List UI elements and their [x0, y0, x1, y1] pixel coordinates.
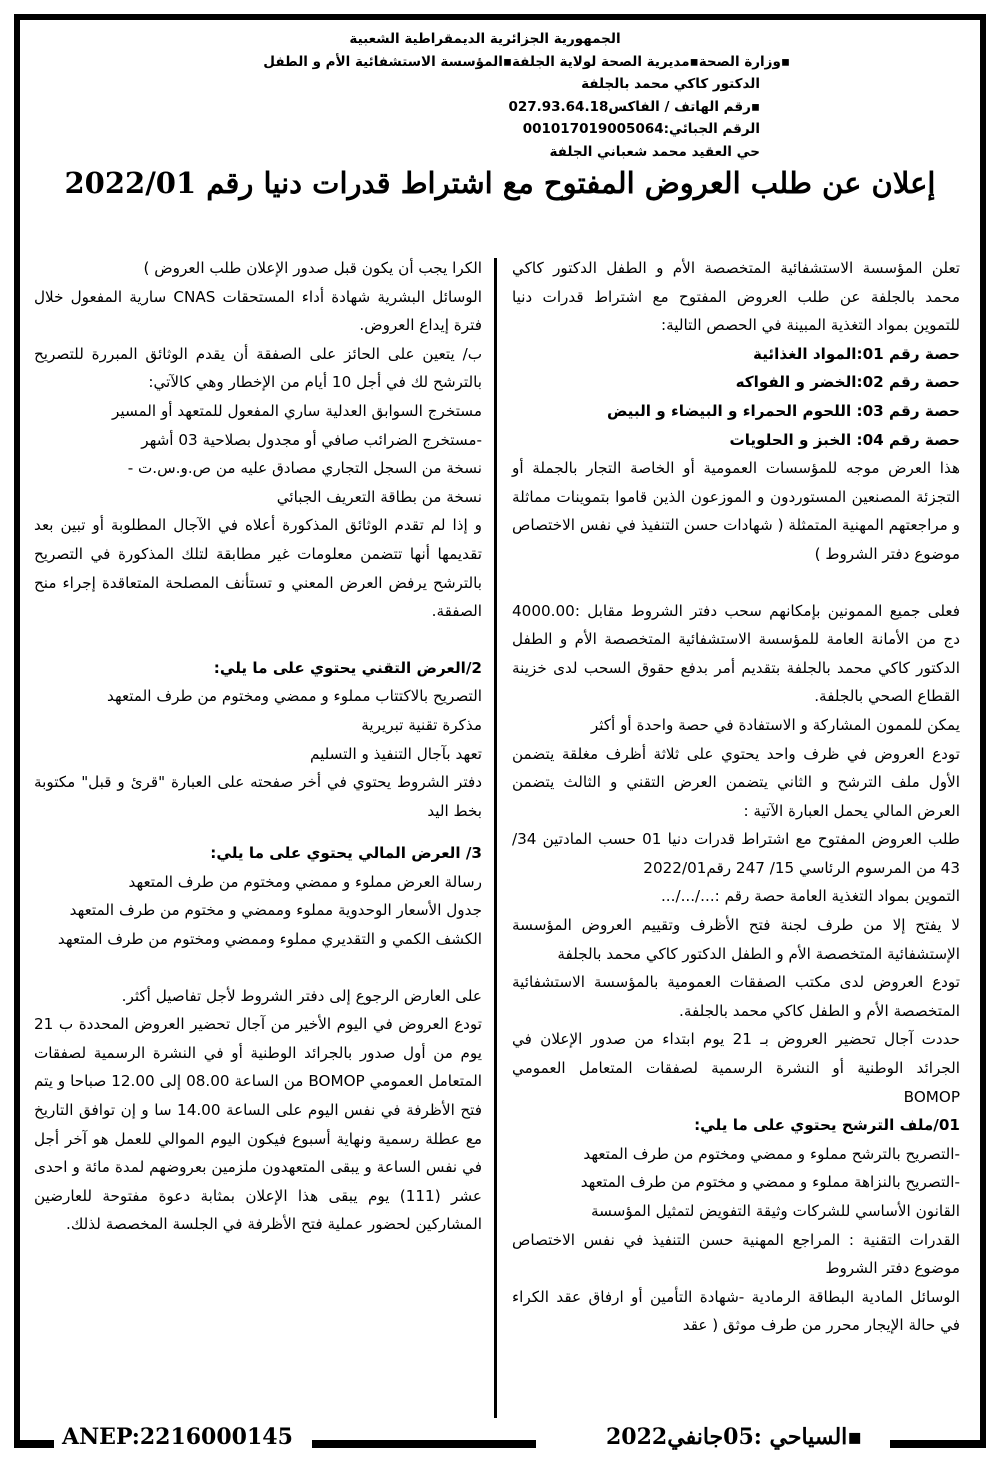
- list-item: دفتر الشروط يحتوي في أخر صفحته على العبارة "قرئ و قبل" مكتوبة بخط اليد: [34, 773, 482, 820]
- left-column: [34, 254, 482, 1239]
- paragraph: هذا العرض موجه للمؤسسات العمومية أو الخاصة التجار بالجملة أو التجزئة المصنعين المستوردون و الموزعون الذين قاموا بتموينات مماثلة و مراجعتهم المهنية المتمثلة ( شهادات حسن التنفيذ في نفس الاختصاص موضوع دفتر الشروط ): [512, 459, 960, 563]
- paragraph: الكرا يجب أن يكون قبل صدور الإعلان طلب العروض ): [143, 259, 482, 277]
- lot-item: حصة رقم 02:الخضر و الفواكه: [735, 373, 960, 392]
- paragraph: يمكن للممون المشاركة و الاستفادة في حصة واحدة أو أكثر: [590, 715, 960, 734]
- right-column: [512, 254, 960, 1340]
- list-item: الكشف الكمي و التقديري مملوء وممضي ومختوم من طرف المتعهد: [57, 930, 482, 949]
- paragraph: و إذا لم تقدم الوثائق المذكورة أعلاه في الآجال المطلوبة أو تبين بعد تقديمها أنها تتضمن معلومات غير مطابقة لتلك المذكورة في التصريح بالترشح يرفض العرض المعني و تستأنف المصلحة المتعاقدة إجراء منح الصفقة.: [34, 516, 482, 621]
- footer-bar-left: [14, 1440, 54, 1448]
- footer-date: ▪السياحي :05جانفي2022: [606, 1424, 863, 1450]
- frame-right-border: [980, 14, 986, 1444]
- paragraph: تودع العروض في ظرف واحد يحتوي على ثلاثة أظرف مغلقة يتضمن الأول ملف الترشح و الثاني يتضمن العرض التقني و الثالث يتضمن العرض المالي يحمل العبارة الآتية :: [512, 744, 960, 820]
- document-header: [180, 28, 790, 163]
- paragraph: ب/ يتعين على الحائز على الصفقة أن يقدم الوثائق المبررة للتصريح بالترشح لك في أجل 10 أيام من الإخطار وهي كالآتي:: [34, 344, 482, 392]
- list-item: -التصريح بالترشح مملوء و ممضي ومختوم من طرف المتعهد: [583, 1144, 960, 1163]
- section-heading: 3/ العرض المالي يحتوي على ما يلي:: [210, 844, 482, 863]
- section-heading: 01/ملف الترشح يحتوي على ما يلي:: [694, 1116, 960, 1135]
- header-tax-id: الرقم الجبائي:001017019005064: [522, 121, 760, 137]
- header-ministry: ▪وزارة الصحة▪مديرية الصحة لولاية الجلفة▪المؤسسة الاستشفائية الأم و الطفل: [263, 53, 790, 70]
- section-heading: 2/العرض التقني يحتوي على ما يلي:: [213, 658, 482, 677]
- paragraph: تودع العروض في اليوم الأخير من آجال تحضير العروض المحددة ب 21 يوم من أول صدور بالجرائد الوطنية أو في النشرة الرسمية لصفقات المتعامل العمومي BOMOP من الساعة 08.00 إلى 12.00 صباحا و يتم فتح الأظرفة في نفس اليوم على الساعة 14.00 سا و إن توافق التاريخ مع عطلة رسمية ونهاية أسبوع فيكون اليوم الموالي للعمل هو آخر أجل في نفس الساعة و يبقى المتعهدون ملزمين بعروضهم لمدة مائة و احدى عشر (111) يوم يبقى هذا الإعلان بمثابة دعوة مفتوحة للعارضين المشاركين لحضور عملية فتح الأظرفة في الجلسة المخصصة لذلك.: [34, 1015, 483, 1234]
- footer-anep: ANEP:2216000145: [62, 1424, 293, 1450]
- column-divider: [494, 258, 497, 1418]
- list-item: القانون الأساسي للشركات وثيقة التفويض لتمثيل المؤسسة: [590, 1202, 960, 1220]
- paragraph: التموين بمواد التغذية العامة حصة رقم :.../.../...: [660, 887, 960, 906]
- paragraph: الوسائل البشرية شهادة أداء المستحقات CNAS سارية المفعول خلال فترة إيداع العروض.: [34, 287, 482, 335]
- list-item: نسخة من السجل التجاري مصادق عليه من ص.و.س.ت -: [127, 459, 482, 478]
- paragraph: لا يفتح إلا من طرف لجنة فتح الأظرف وتقييم العروض المؤسسة الإستشفائية المتخصصة الأم و الطفل الدكتور كاكي محمد بالجلفة: [512, 916, 960, 963]
- frame-left-border: [14, 14, 20, 1444]
- paragraph: تعلن المؤسسة الاستشفائية المتخصصة الأم و الطفل الدكتور كاكي محمد بالجلفة عن طلب العروض المفتوح مع اشتراط قدرات دنيا للتموين بمواد التغذية المبينة في الحصص التالية:: [512, 259, 960, 335]
- list-item: مستخرج السوابق العدلية ساري المفعول للمتعهد أو المسير: [111, 401, 482, 420]
- list-item: -مستخرج الضرائب صافي أو مجدول بصلاحية 03 أشهر: [141, 430, 482, 449]
- list-item: -التصريح بالنزاهة مملوء و ممضي و مختوم من طرف المتعهد: [580, 1173, 960, 1192]
- list-item: الوسائل المادية البطاقة الرمادية -شهادة التأمين أو ارفاق عقد الكراء في حالة الإيجار محرر من طرف موثق ( عقد: [512, 1287, 960, 1335]
- frame-top-border: [14, 14, 986, 20]
- list-item: القدرات التقنية : المراجع المهنية حسن التنفيذ في نفس الاختصاص موضوع دفتر الشروط: [512, 1230, 960, 1278]
- paragraph: حددت آجال تحضير العروض بـ 21 يوم ابتداء من صدور الإعلان في الجرائد الوطنية أو النشرة الرسمية لصفقات المتعامل العمومي BOMOP: [512, 1030, 960, 1106]
- paragraph: طلب العروض المفتوح مع اشتراط قدرات دنيا 01 حسب المادتين 34/ 43 من المرسوم الرئاسي 15/ 247 رقم2022/01: [512, 830, 960, 877]
- header-republic: الجمهورية الجزائرية الديمقراطية الشعبية: [349, 31, 621, 47]
- list-item: جدول الأسعار الوحدوية مملوء وممضي و مختوم من طرف المتعهد: [69, 901, 482, 920]
- header-address: حي العقيد محمد شعباني الجلفة: [549, 143, 760, 160]
- list-item: مذكرة تقنية تبريرية: [361, 715, 482, 734]
- lot-item: حصة رقم 03: اللحوم الحمراء و البيضاء و البيض: [606, 401, 960, 420]
- list-item: التصريح بالاكتتاب مملوء و ممضي ومختوم من طرف المتعهد: [106, 687, 482, 706]
- announcement-title: إعلان عن طلب العروض المفتوح مع اشتراط قدرات دنيا رقم 2022/01: [64, 166, 936, 200]
- footer-bar-right: [890, 1440, 986, 1448]
- list-item: نسخة من بطاقة التعريف الجبائي: [276, 487, 482, 506]
- paragraph: تودع العروض لدى مكتب الصفقات العمومية بالمؤسسة الاستشفائية المتخصصة الأم و الطفل كاكي محمد بالجلفة.: [512, 973, 960, 1020]
- lot-item: حصة رقم 01:المواد الغذائية: [753, 344, 960, 363]
- header-phone: ▪رقم الهاتف / الفاكس027.93.64.18: [508, 98, 760, 115]
- footer-bar-middle: [312, 1440, 536, 1448]
- paragraph: على العارض الرجوع إلى دفتر الشروط لأجل تفاصيل أكثر.: [121, 986, 482, 1005]
- list-item: تعهد بآجال التنفيذ و التسليم: [309, 744, 482, 763]
- header-hospital: الدكتور كاكي محمد بالجلفة: [581, 76, 760, 92]
- list-item: رسالة العرض مملوء و ممضي ومختوم من طرف المتعهد: [128, 872, 482, 891]
- paragraph: فعلى جميع الممونين بإمكانهم سحب دفتر الشروط مقابل :4000.00 دج من الأمانة العامة للمؤسسة الاستشفائية المتخصصة الأم و الطفل الدكتور كاكي محمد بالجلفة بتقديم أمر بدفع حقوق السحب لدى خزينة القطاع الصحي بالجلفة.: [512, 601, 960, 706]
- lot-item: حصة رقم 04: الخبز و الحلويات: [729, 430, 960, 449]
